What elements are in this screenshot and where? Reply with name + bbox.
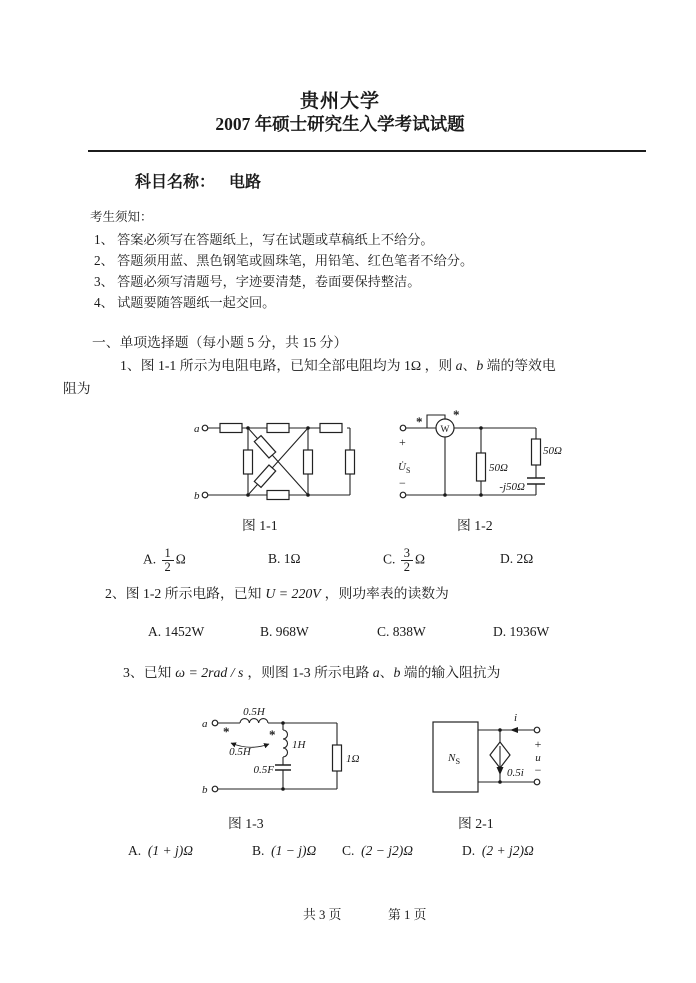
footer-page-number: 第 1 页 [388, 908, 427, 922]
plus-sign: + [534, 737, 542, 751]
q2-math: U = 220V [265, 586, 321, 601]
q2-text-pre: 2、图 1-2 所示电路，已知 [105, 586, 262, 601]
mutual-star-right: * [269, 727, 276, 742]
notice-heading: 考生须知： [90, 210, 153, 224]
q3-sep: 、 [379, 665, 394, 680]
resistor [267, 491, 289, 500]
resistor [244, 450, 253, 474]
resistor [477, 453, 486, 481]
subject-label: 科目名称： [135, 174, 216, 191]
exam-title: 2007 年硕士研究生入学考试试题 [215, 114, 465, 134]
capacitor-icon [275, 765, 291, 770]
resistor [267, 424, 289, 433]
terminal-a-label: a [202, 718, 208, 730]
q3-var-b: b [393, 665, 401, 680]
mutual-star-left: * [223, 724, 230, 739]
network-label: $N_S$ [448, 752, 461, 766]
q3-option-c: C. (2 − j2)Ω [342, 843, 414, 858]
capacitor-label: 0.5F [253, 764, 274, 776]
resistor [320, 424, 342, 433]
q1-option-d: D. 2Ω [500, 551, 534, 566]
q1-text-pre: 1、图 1-1 所示为电阻电路，已知全部电阻均为 1Ω ，则 [120, 358, 456, 373]
q1-sep: 、 [462, 358, 477, 373]
minus-sign: − [534, 763, 542, 777]
polarity-star-left: * [416, 414, 423, 429]
q2-text-post: ，则功率表的读数为 [324, 586, 449, 601]
q1-var-a: a [455, 358, 463, 373]
inductor-icon [283, 730, 288, 757]
voltage-label: u [535, 752, 541, 764]
capacitor-label: -j50Ω [499, 481, 525, 493]
q1-option-c: C. $\frac{3}{2}$ Ω [383, 546, 426, 575]
subject-line [135, 169, 261, 192]
notice-item-4: 4、 试题要随答题纸一起交回。 [94, 295, 276, 310]
terminal-b [202, 492, 208, 498]
q2-option-c: C. 838W [377, 624, 426, 639]
terminal-a-label: a [194, 423, 200, 435]
source-label: 0.5i [507, 767, 524, 779]
figure-1-2-circuit [398, 408, 598, 508]
q3-text-pre: 3、已知 [123, 665, 172, 680]
q2-option-b: B. 968W [260, 624, 309, 639]
inductor-icon [240, 719, 268, 723]
terminal-plus [400, 425, 406, 431]
footer-total-pages: 共 3 页 [303, 908, 342, 922]
terminal-a [212, 720, 218, 726]
capacitor-icon [527, 478, 545, 484]
q3-text [123, 661, 500, 681]
q3-text-mid: ，则图 1-3 所示电路 [247, 665, 373, 680]
figure-2-1-circuit [428, 708, 593, 803]
figure-1-2-caption: 图 1-2 [457, 518, 493, 533]
q1-text-post: 端的等效电 [483, 358, 556, 373]
q1-text-line1 [120, 354, 556, 374]
mutual-inductance-label: 0.5H [229, 746, 251, 758]
resistor [220, 424, 242, 433]
mid-resistor-label: 50Ω [489, 462, 508, 474]
source-label: $U̇_S$ [398, 461, 411, 475]
notice-item-2: 2、 答题须用蓝、黑色钢笔或圆珠笔，用铅笔、红色笔者不给分。 [94, 253, 474, 268]
resistor [304, 450, 313, 474]
notice-item-3: 3、 答题必须写清题号，字迹要清楚，卷面要保持整洁。 [94, 274, 421, 289]
figure-1-1-circuit [193, 412, 373, 504]
minus-sign: − [399, 476, 406, 490]
section1-heading: 一、单项选择题（每小题 5 分，共 15 分） [92, 335, 348, 350]
resistor [254, 465, 275, 487]
q3-option-a: A. (1 + j)Ω [128, 843, 193, 858]
terminal-b [212, 786, 218, 792]
terminal-bottom [534, 779, 540, 785]
figure-1-1-caption: 图 1-1 [242, 518, 278, 533]
terminal-top [534, 727, 540, 733]
shunt-inductor-label: 1H [292, 739, 306, 751]
q1-var-b: b [476, 358, 484, 373]
figure-2-1-caption: 图 2-1 [458, 816, 494, 831]
source-arrow-icon [497, 767, 504, 775]
right-resistor-label: 50Ω [543, 445, 562, 457]
current-label: i [514, 712, 518, 724]
polarity-star-right: * [453, 408, 460, 422]
q3-text-post: 端的输入阻抗为 [400, 665, 501, 680]
q1-text-line2: 阻为 [63, 381, 91, 396]
university-title: 贵州大学 [299, 91, 380, 112]
terminal-a [202, 425, 208, 431]
plus-sign: + [399, 435, 406, 449]
wattmeter-label: W [440, 424, 450, 435]
q1-option-b: B. 1Ω [268, 551, 301, 566]
q3-option-b: B. (1 − j)Ω [252, 843, 317, 858]
q1-option-a: A. $\frac{1}{2}$ Ω [143, 546, 186, 575]
current-arrow-icon [510, 727, 518, 733]
q2-option-d: D. 1936W [493, 624, 550, 639]
q2-text [105, 582, 449, 602]
fraction: $\frac{1}{2}$ [162, 547, 174, 574]
figure-1-3-circuit [198, 705, 383, 805]
resistor [254, 436, 275, 458]
resistor-label: 1Ω [346, 753, 360, 765]
q3-var-a: a [372, 665, 380, 680]
fraction: $\frac{3}{2}$ [401, 547, 413, 574]
notice-item-1: 1、 答案必须写在答题纸上，写在试题或草稿纸上不给分。 [94, 232, 434, 247]
header-divider [88, 150, 646, 152]
q3-math: ω = 2rad / s [175, 665, 244, 680]
resistor [346, 450, 355, 474]
subject-value: 电路 [229, 174, 262, 191]
q2-option-a: A. 1452W [148, 624, 205, 639]
figure-1-3-caption: 图 1-3 [228, 816, 264, 831]
terminal-b-label: b [194, 490, 200, 502]
q3-option-d: D. (2 + j2)Ω [462, 843, 534, 858]
resistor [532, 439, 541, 465]
terminal-b-label: b [202, 784, 208, 796]
terminal-minus [400, 492, 406, 498]
resistor [333, 745, 342, 771]
series-inductor-label: 0.5H [243, 706, 265, 718]
